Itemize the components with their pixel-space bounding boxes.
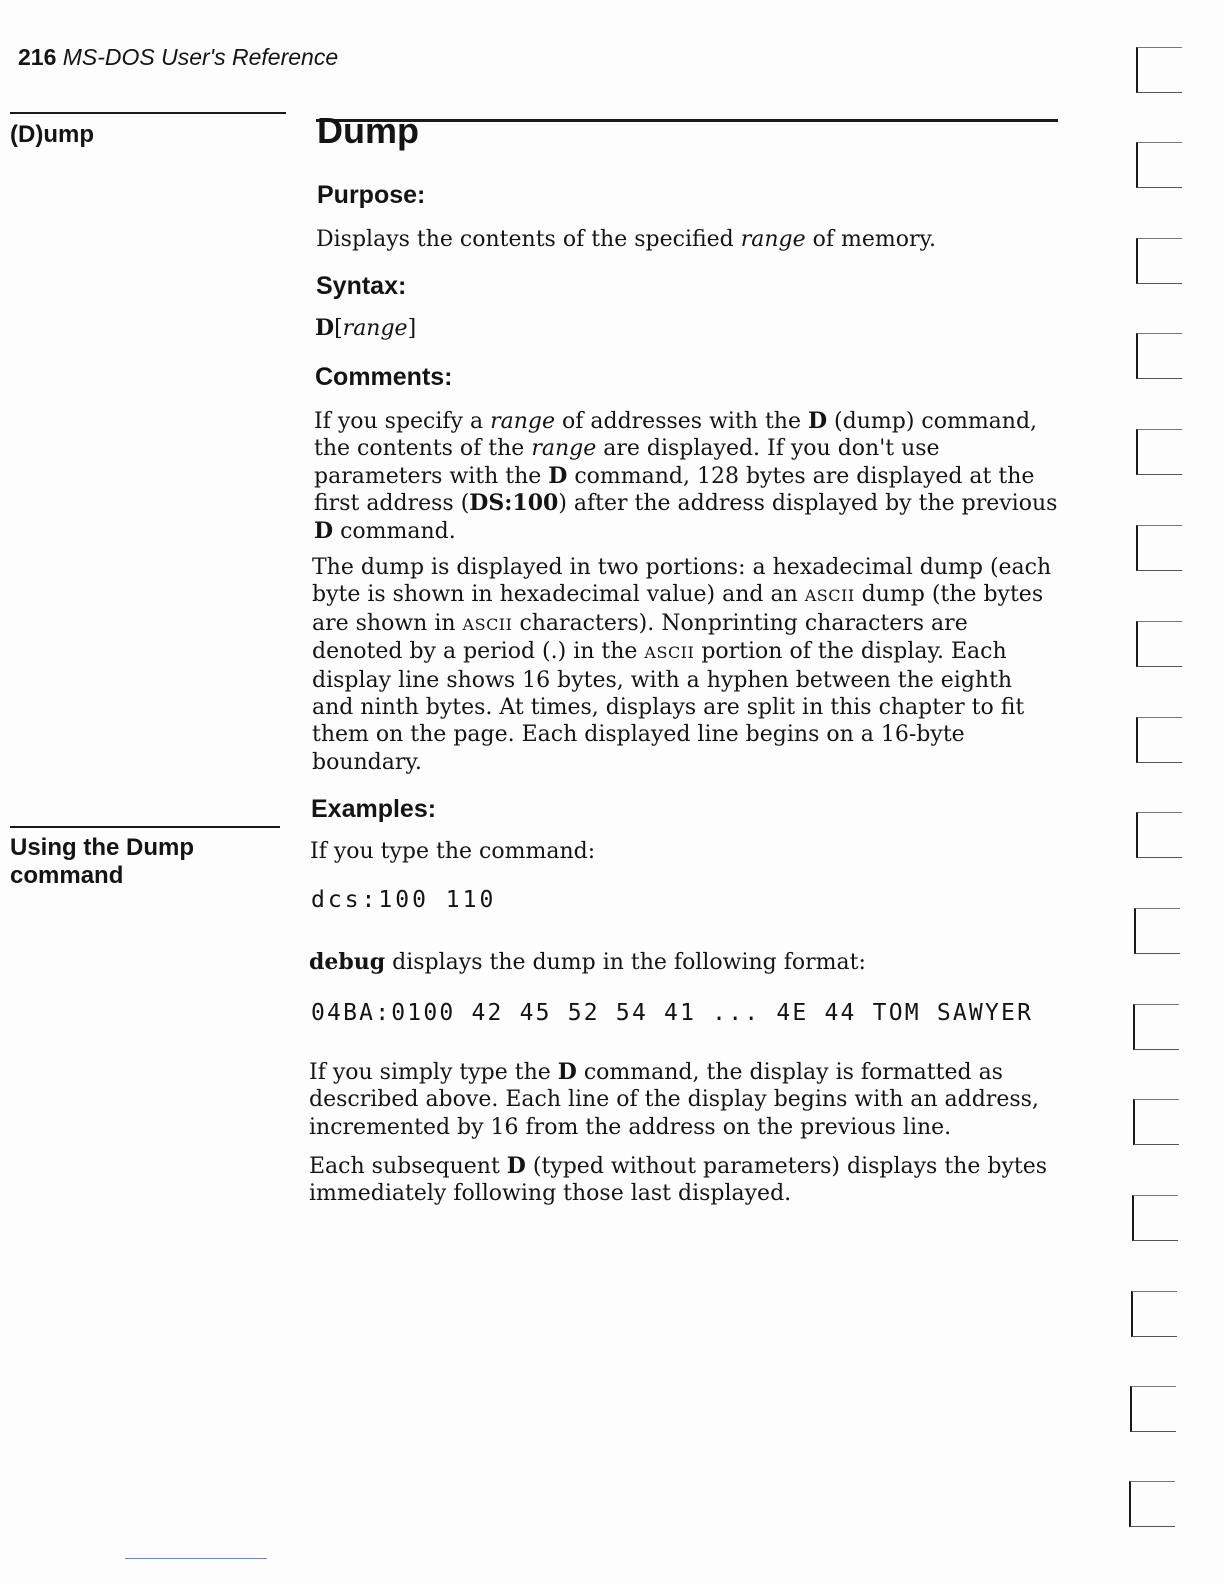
edge-tab bbox=[1136, 47, 1182, 93]
edge-tab bbox=[1132, 1195, 1178, 1241]
book-title: MS-DOS User's Reference bbox=[62, 44, 339, 70]
side-label-using-dump bbox=[10, 834, 280, 890]
example-command: dcs:100 110 bbox=[311, 887, 497, 913]
purpose-heading: Purpose: bbox=[317, 181, 426, 209]
edge-tab bbox=[1134, 908, 1180, 954]
edge-tab bbox=[1130, 1386, 1176, 1432]
edge-tab bbox=[1136, 142, 1182, 188]
running-head bbox=[18, 44, 338, 71]
side-rule-using bbox=[10, 826, 280, 828]
side-rule-top bbox=[10, 112, 286, 114]
debug-format-text: debug displays the dump in the following format: bbox=[309, 949, 866, 975]
edge-tab bbox=[1136, 525, 1182, 571]
edge-tab bbox=[1131, 1291, 1177, 1337]
edge-tab bbox=[1136, 621, 1182, 667]
side-label-using-line2: command bbox=[10, 862, 124, 889]
examples-paragraph-3: If you simply type the D command, the display is formatted as described above. Each line of the display begins with an address, incremented by 16 from the address on the previous line. bbox=[309, 1059, 1039, 1140]
examples-paragraph-4: Each subsequent D (typed without parameters) displays the bytes immediately following those last displayed. bbox=[309, 1153, 1048, 1207]
edge-tab bbox=[1136, 238, 1182, 284]
edge-tab bbox=[1136, 429, 1182, 475]
title-rule bbox=[316, 119, 1058, 122]
side-label-using-line1: Using the Dump bbox=[10, 834, 194, 861]
edge-tab bbox=[1136, 717, 1182, 763]
syntax-text: D[range] bbox=[315, 315, 417, 341]
footer-line bbox=[125, 1558, 267, 1559]
side-label-dump: (D)ump bbox=[10, 121, 94, 148]
comments-paragraph-2: The dump is displayed in two portions: a hexadecimal dump (each byte is shown in hexadecimal value) and an ASCII dump (the bytes are shown in ASCII characters). Nonprinting characters are denoted by a period (.) in the ASCII portion of the display. Each display line shows 16 bytes, with a hyphen between the eighth and ninth bytes. At times, displays are split in this chapter to fit them on the page. Each displayed line begins on a 16-byte boundary. bbox=[312, 555, 1052, 775]
edge-tab bbox=[1136, 812, 1182, 858]
edge-tab bbox=[1129, 1481, 1175, 1527]
examples-heading: Examples: bbox=[311, 795, 437, 823]
comments-paragraph-1: If you specify a range of addresses with the D (dump) command, the contents of the range are displayed. If you don't use parameters with the D command, 128 bytes are displayed at the first address (DS:100) after the address displayed by the previous D command. bbox=[314, 408, 1058, 544]
edge-tab bbox=[1133, 1004, 1179, 1050]
edge-tab bbox=[1136, 333, 1182, 379]
purpose-text: Displays the contents of the specified range of memory. bbox=[316, 227, 937, 252]
edge-tab bbox=[1133, 1099, 1179, 1145]
comments-heading: Comments: bbox=[315, 363, 453, 391]
page-title: Dump bbox=[317, 110, 419, 151]
example-output: 04BA:0100 42 45 52 54 41 ... 4E 44 TOM SAWYER bbox=[311, 1000, 1034, 1026]
syntax-heading: Syntax: bbox=[316, 272, 407, 300]
examples-intro: If you type the command: bbox=[310, 839, 596, 864]
page-number: 216 bbox=[18, 44, 57, 70]
